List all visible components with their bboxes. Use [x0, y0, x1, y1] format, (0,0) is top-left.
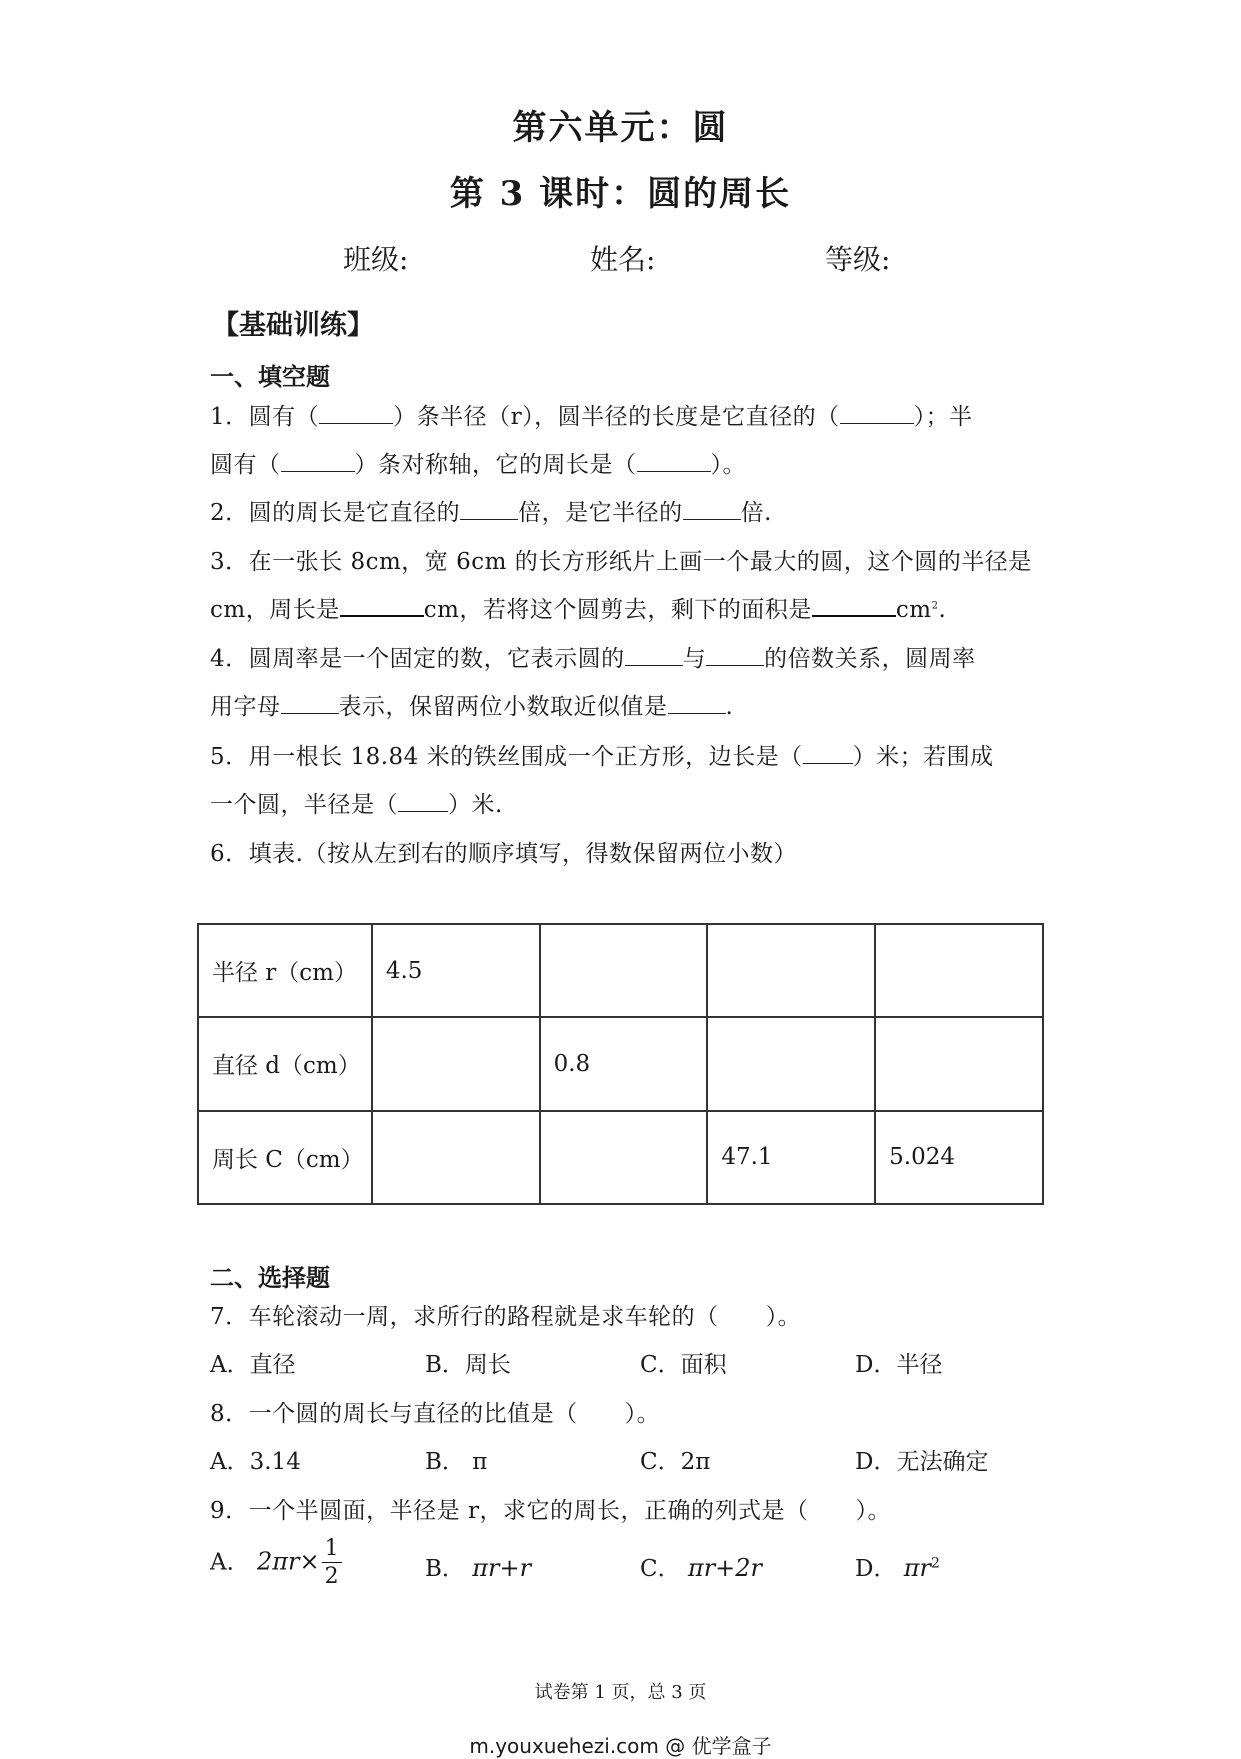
- watermark: m.youxuehezi.com @ 优学盒子: [469, 1734, 772, 1758]
- section-multiple-choice: 二、选择题: [210, 1263, 330, 1292]
- table-row: [198, 1111, 1043, 1204]
- q7-option-a[interactable]: A．直径: [210, 1352, 296, 1378]
- table-row: [198, 924, 1043, 1017]
- answer-blank[interactable]: [625, 642, 683, 666]
- answer-blank[interactable]: [683, 496, 741, 520]
- table-cell[interactable]: [372, 1111, 540, 1204]
- section-basic-training: 【基础训练】: [212, 310, 374, 341]
- table-cell[interactable]: [875, 1017, 1043, 1110]
- question-3-line-2: cm，周长是 cm，若将这个圆剪去，剩下的面积是 $cm^2$.: [210, 591, 946, 624]
- question-9: 9．一个半圆面，半径是 r，求它的周长，正确的列式是（ ）。: [210, 1498, 891, 1524]
- q7-option-d[interactable]: D．半径: [855, 1352, 943, 1378]
- question-4-line-1: 4．圆周率是一个固定的数，它表示圆的 与 的倍数关系，圆周率: [210, 640, 976, 673]
- answer-blank[interactable]: [281, 448, 355, 472]
- table-cell[interactable]: [540, 924, 708, 1017]
- row-header-circumference: 周长 C（cm）: [198, 1111, 372, 1204]
- q9-option-d[interactable]: D． $\pi r^2$: [855, 1554, 940, 1582]
- grade-label: 等级:: [825, 243, 891, 276]
- answer-blank[interactable]: [281, 690, 339, 714]
- answer-blank[interactable]: [706, 642, 764, 666]
- table-cell[interactable]: [707, 1017, 875, 1110]
- q9-option-a[interactable]: A． 2πr× $\frac{1}{2}$: [210, 1536, 342, 1591]
- answer-blank[interactable]: [840, 400, 914, 424]
- question-6: 6．填表.（按从左到右的顺序填写，得数保留两位小数）: [210, 841, 797, 867]
- answer-blank[interactable]: [340, 592, 424, 617]
- fill-table: [197, 923, 1044, 1205]
- question-2: 2．圆的周长是它直径的 倍，是它半径的 倍.: [210, 494, 772, 527]
- question-1-line-2: 圆有（ ）条对称轴，它的周长是（ ）。: [210, 446, 746, 479]
- answer-blank[interactable]: [398, 788, 448, 812]
- name-label: 姓名:: [590, 243, 656, 276]
- answer-blank[interactable]: [668, 690, 726, 714]
- class-label: 班级:: [343, 243, 409, 276]
- fraction-one-half: $\frac{1}{2}$: [322, 1536, 342, 1591]
- q9-option-c[interactable]: C． πr+2r: [640, 1554, 763, 1582]
- q8-option-b[interactable]: B． π: [425, 1449, 488, 1475]
- question-7: 7．车轮滚动一周，求所行的路程就是求车轮的（ ）。: [210, 1304, 802, 1330]
- q8-option-c[interactable]: C．2π: [640, 1449, 711, 1475]
- question-5-line-2: 一个圆，半径是（ ）米.: [210, 786, 503, 819]
- answer-blank[interactable]: [803, 740, 853, 764]
- question-5-line-1: 5．用一根长 18.84 米的铁丝围成一个正方形，边长是（ ）米；若围成: [210, 738, 994, 771]
- table-cell[interactable]: [707, 924, 875, 1017]
- question-1-line-1: 1．圆有（ ）条半径（r），圆半径的长度是它直径的（ ）；半: [210, 398, 973, 431]
- question-8: 8．一个圆的周长与直径的比值是（ ）。: [210, 1401, 661, 1427]
- q7-option-b[interactable]: B．周长: [425, 1352, 511, 1378]
- question-3-line-1: 3．在一张长 8cm，宽 6cm 的长方形纸片上画一个最大的圆，这个圆的半径是: [210, 549, 1032, 575]
- row-header-radius: 半径 r（cm）: [198, 924, 372, 1017]
- table-cell[interactable]: 0.8: [540, 1017, 708, 1110]
- table-cell[interactable]: 4.5: [372, 924, 540, 1017]
- row-header-diameter: 直径 d（cm）: [198, 1017, 372, 1110]
- table-cell[interactable]: [372, 1017, 540, 1110]
- section-fill-blank: 一、填空题: [210, 362, 330, 391]
- q8-option-d[interactable]: D．无法确定: [855, 1449, 989, 1475]
- q7-option-c[interactable]: C．面积: [640, 1352, 727, 1378]
- q9-option-b[interactable]: B． πr+r: [425, 1554, 532, 1582]
- page-footer: 试卷第 1 页，总 3 页: [534, 1682, 707, 1703]
- answer-blank[interactable]: [637, 448, 711, 472]
- table-row: [198, 1017, 1043, 1110]
- table-cell[interactable]: 5.024: [875, 1111, 1043, 1204]
- answer-blank[interactable]: [460, 496, 518, 520]
- table-cell[interactable]: 47.1: [707, 1111, 875, 1204]
- answer-blank[interactable]: [812, 592, 896, 617]
- answer-blank[interactable]: [319, 400, 393, 424]
- question-4-line-2: 用字母 表示，保留两位小数取近似值是 .: [210, 688, 733, 721]
- table-cell[interactable]: [875, 924, 1043, 1017]
- unit-title: 第六单元：圆: [512, 108, 729, 148]
- lesson-title: 第 3 课时：圆的周长: [449, 174, 792, 214]
- table-cell[interactable]: [540, 1111, 708, 1204]
- q8-option-a[interactable]: A．3.14: [210, 1449, 301, 1475]
